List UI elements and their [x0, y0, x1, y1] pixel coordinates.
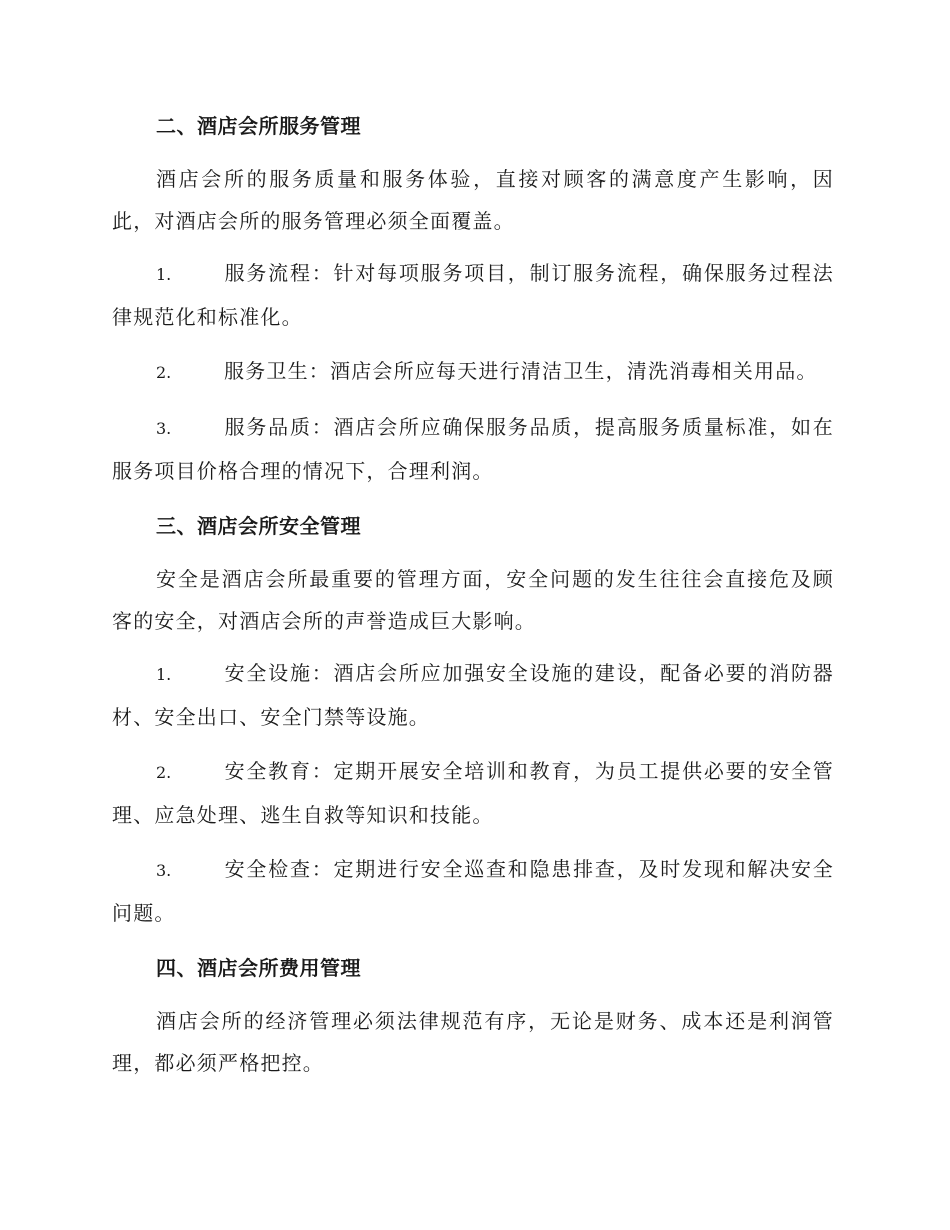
document-page: [112, 104, 834, 1094]
item-text: 服务流程：针对每项服务项目，制订服务流程，确保服务过程法律规范化和标准化。: [112, 261, 834, 329]
section-intro: 酒店会所的服务质量和服务体验，直接对顾客的满意度产生影响，因此，对酒店会所的服务管理必须全面覆盖。: [112, 167, 834, 233]
section-safety: [112, 504, 834, 934]
section-intro: 酒店会所的经济管理必须法律规范有序，无论是财务、成本还是利润管理，都必须严格把控。: [112, 1009, 834, 1075]
item-number: 1.: [156, 665, 172, 684]
list-item: [112, 750, 834, 836]
section-expense: [112, 946, 834, 1084]
item-number: 1.: [156, 265, 172, 284]
item-number: 3.: [156, 419, 172, 438]
list-item: [112, 252, 834, 338]
section-heading: 三、酒店会所安全管理: [156, 514, 361, 538]
list-item: [112, 350, 834, 394]
item-number: 2.: [156, 363, 172, 382]
list-item: [112, 652, 834, 738]
item-text: 安全教育：定期开展安全培训和教育，为员工提供必要的安全管理、应急处理、逃生自救等知识和技能。: [112, 759, 834, 827]
list-item: [112, 848, 834, 934]
item-number: 3.: [156, 861, 172, 880]
item-text: 服务卫生：酒店会所应每天进行清洁卫生，清洗消毒相关用品。: [224, 359, 818, 383]
section-heading: 四、酒店会所费用管理: [156, 956, 361, 980]
item-text: 安全检查：定期进行安全巡查和隐患排查，及时发现和解决安全问题。: [112, 857, 834, 925]
section-service: [112, 104, 834, 492]
item-number: 2.: [156, 763, 172, 782]
section-intro: 安全是酒店会所最重要的管理方面，安全问题的发生往往会直接危及顾客的安全，对酒店会所的声誉造成巨大影响。: [112, 567, 834, 633]
list-item: [112, 406, 834, 492]
item-text: 服务品质：酒店会所应确保服务品质，提高服务质量标准，如在服务项目价格合理的情况下，合理利润。: [112, 415, 834, 483]
item-text: 安全设施：酒店会所应加强安全设施的建设，配备必要的消防器材、安全出口、安全门禁等设施。: [112, 661, 834, 729]
section-heading: 二、酒店会所服务管理: [156, 114, 361, 138]
